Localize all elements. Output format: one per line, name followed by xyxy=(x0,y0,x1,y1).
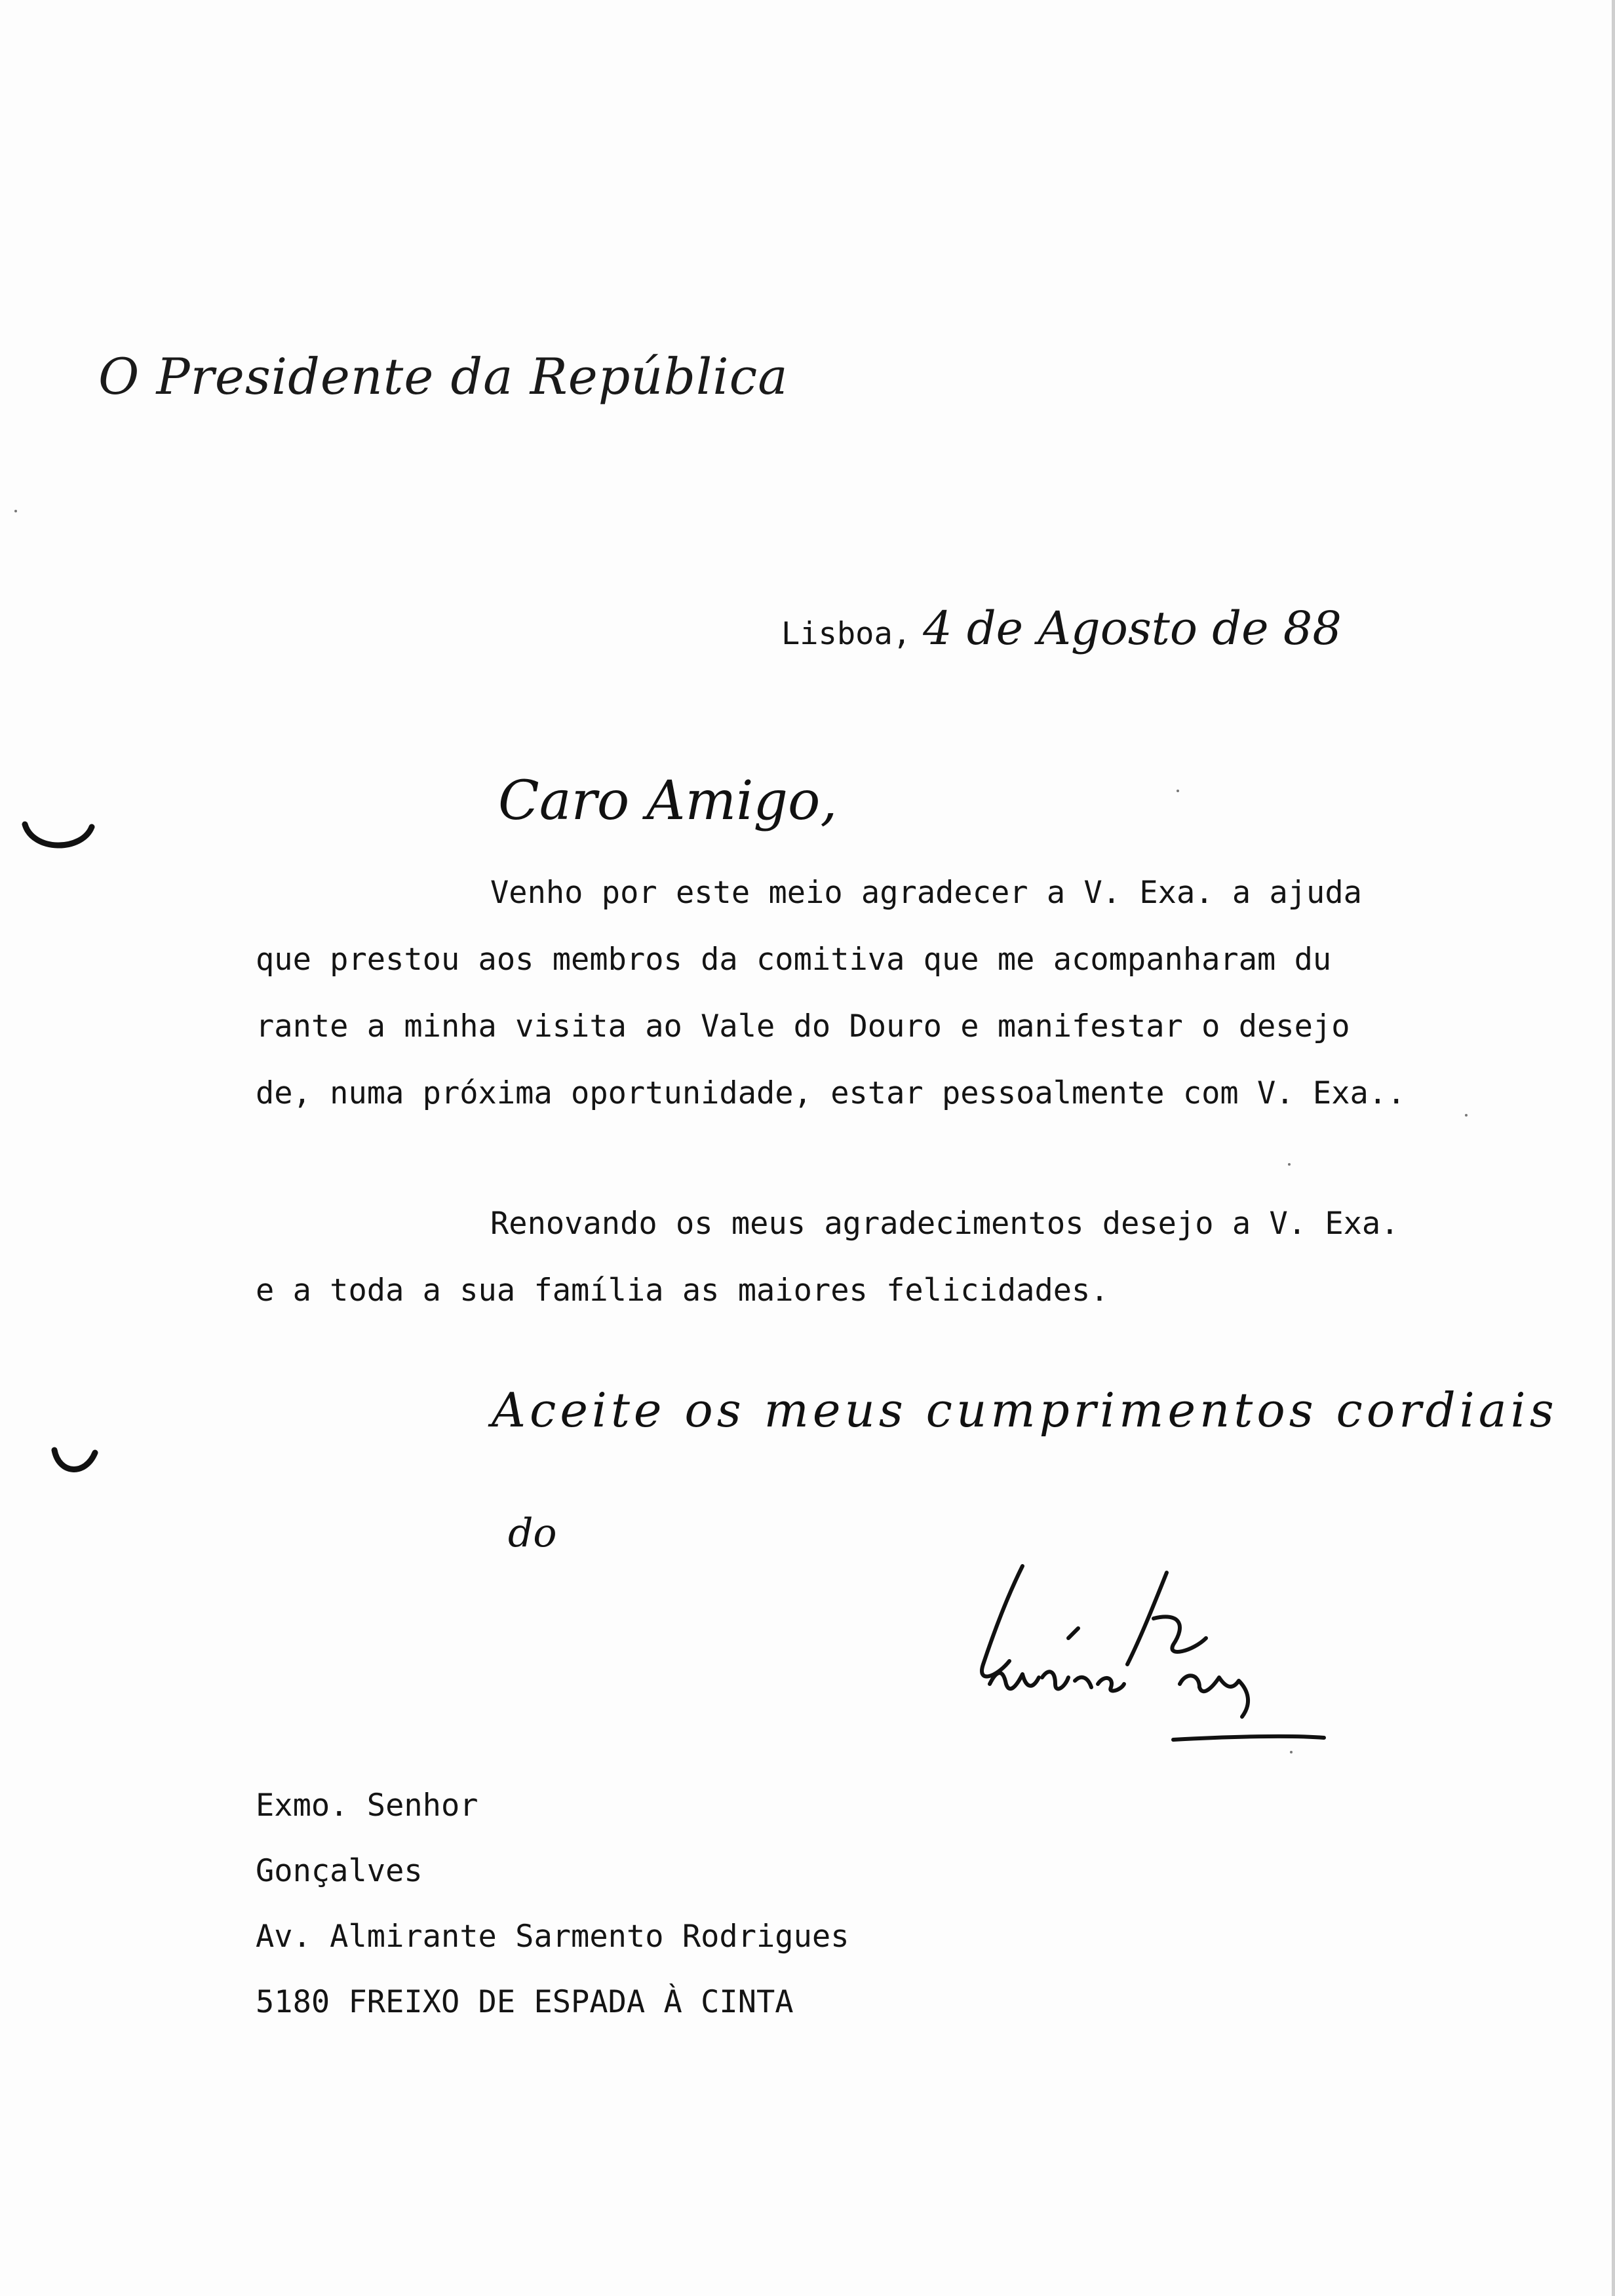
address-line: Av. Almirante Sarmento Rodrigues xyxy=(256,1919,849,1955)
city: Lisboa, xyxy=(781,616,912,652)
body-line: de, numa próxima oportunidade, estar pessoalmente com V. Exa.. xyxy=(256,1075,1406,1111)
scan-speck xyxy=(1290,1751,1293,1753)
scan-speck xyxy=(14,510,17,512)
body-line: Renovando os meus agradecimentos desejo a V. Exa. xyxy=(490,1206,1399,1242)
handwritten-greeting: Caro Amigo, xyxy=(498,770,838,832)
handwritten-closing-word: do xyxy=(508,1510,557,1556)
body-line: e a toda a sua família as maiores felicidades. xyxy=(256,1272,1109,1309)
address-line: Gonçalves xyxy=(256,1853,423,1889)
scan-speck xyxy=(1288,1163,1291,1166)
scan-edge-shadow xyxy=(1612,0,1615,2296)
scan-speck xyxy=(1465,1114,1468,1117)
body-line: Venho por este meio agradecer a V. Exa. a ajuda xyxy=(490,875,1362,911)
punch-hole-mark xyxy=(20,819,98,858)
body-line: rante a minha visita ao Vale do Douro e manifestar o desejo xyxy=(256,1008,1350,1044)
scan-speck xyxy=(1177,790,1179,792)
punch-hole-mark xyxy=(49,1445,102,1484)
body-line: que prestou aos membros da comitiva que me acompanharam du xyxy=(256,942,1332,978)
letterhead: O Presidente da República xyxy=(98,347,788,406)
handwritten-closing: Aceite os meus cumprimentos cordiais xyxy=(492,1383,1558,1438)
signature xyxy=(957,1553,1350,1750)
handwritten-date: 4 de Agosto de 88 xyxy=(923,602,1342,655)
place-date xyxy=(781,602,1342,655)
address-line: Exmo. Senhor xyxy=(256,1788,478,1824)
address-line: 5180 FREIXO DE ESPADA À CINTA xyxy=(256,1984,794,2020)
